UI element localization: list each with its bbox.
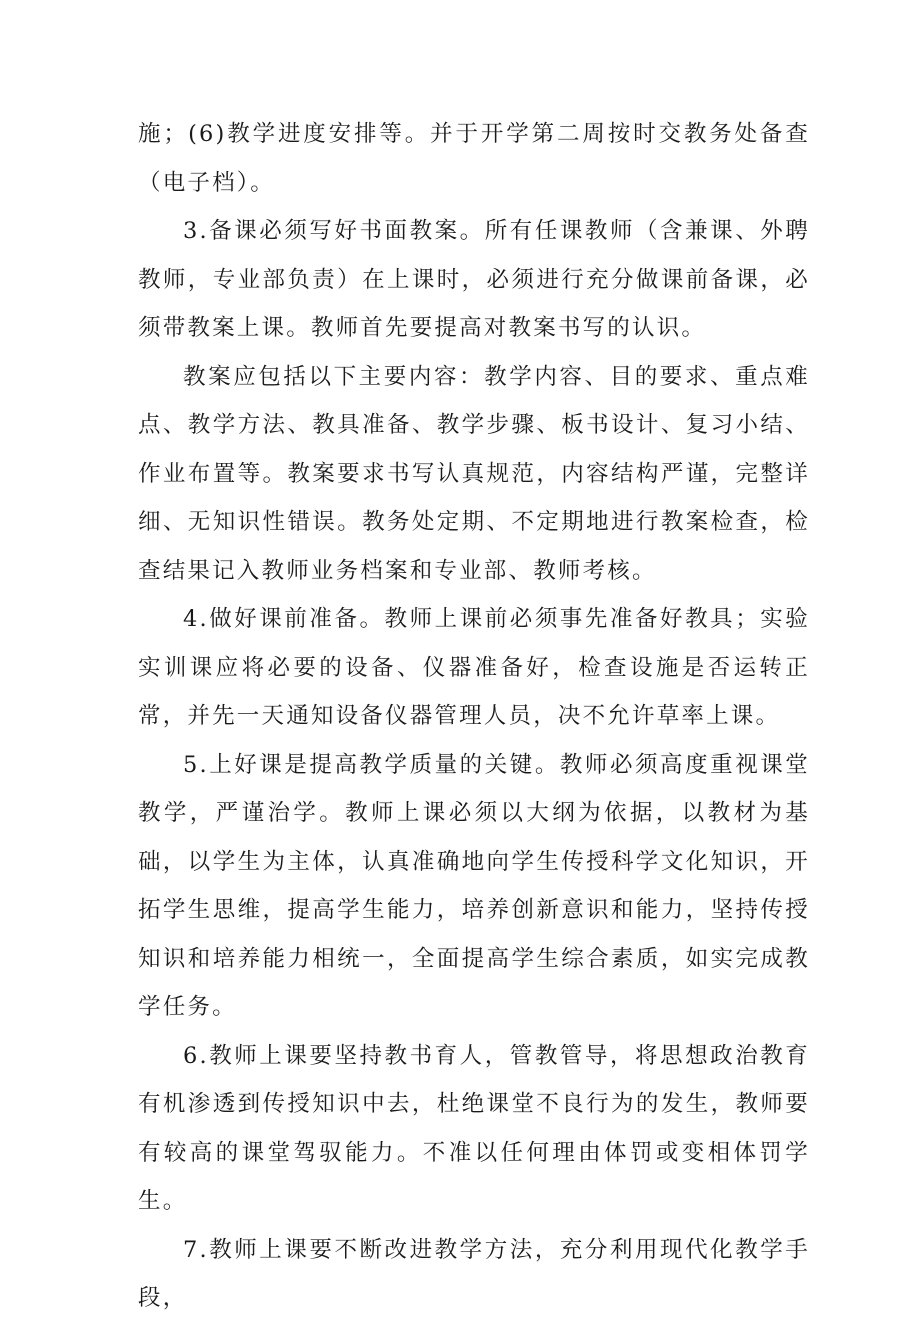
paragraph-1: 施；(6)教学进度安排等。并于开学第二周按时交教务处备查（电子档）。 [138,121,810,196]
paragraph-3: 教案应包括以下主要内容：教学内容、目的要求、重点难点、教学方法、教具准备、教学步骤、板书设计、复习小结、作业布置等。教案要求书写认真规范，内容结构严谨，完整详细、无知识性错误。教务处定期、不定期地进行教案检查，检查结果记入教师业务档案和专业部、教师考核。 [138,363,810,584]
paragraph-2: 3.备课必须写好书面教案。所有任课教师（含兼课、外聘教师，专业部负责）在上课时，必须进行充分做课前备课，必须带教案上课。教师首先要提高对教案书写的认识。 [138,218,810,341]
paragraph-5: 5.上好课是提高教学质量的关键。教师必须高度重视课堂教学，严谨治学。教师上课必须以大纲为依据，以教材为基础，以学生为主体，认真准确地向学生传授科学文化知识，开拓学生思维，提高学生能力，培养创新意识和能力，坚持传授知识和培养能力相统一，全面提高学生综合素质，如实完成教学任务。 [138,751,810,1020]
paragraph-7: 7.教师上课要不断改进教学方法，充分利用现代化教学手段， [138,1236,810,1311]
paragraph-6: 6.教师上课要坚持教书育人，管教管导，将思想政治教育有机渗透到传授知识中去，杜绝课堂不良行为的发生，教师要有较高的课堂驾驭能力。不准以任何理由体罚或变相体罚学生。 [138,1042,810,1214]
paragraph-4: 4.做好课前准备。教师上课前必须事先准备好教具；实验实训课应将必要的设备、仪器准备好，检查设施是否运转正常，并先一天通知设备仪器管理人员，决不允许草率上课。 [138,606,810,729]
document-body [138,110,810,1323]
